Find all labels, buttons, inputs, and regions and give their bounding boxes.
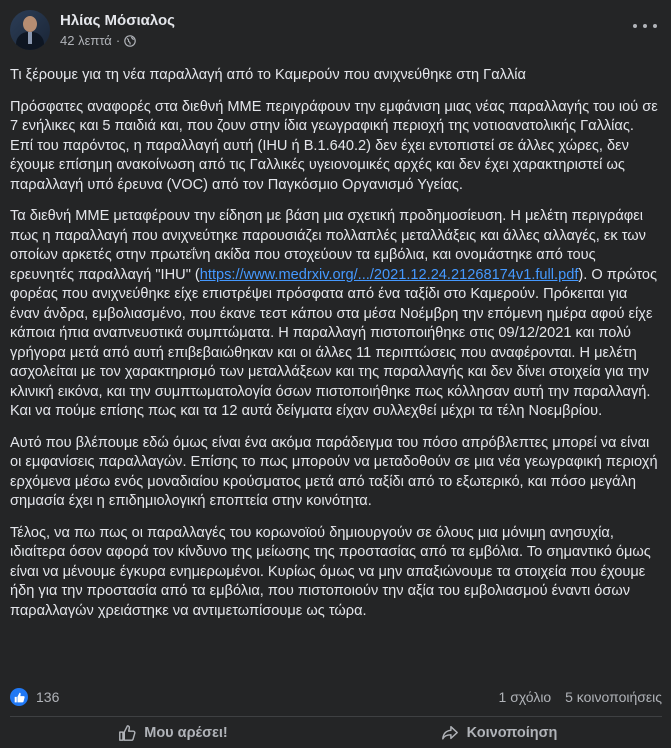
author-name[interactable]: Ηλίας Μόσιαλος	[60, 12, 175, 29]
post-paragraph: Πρόσφατες αναφορές στα διεθνή ΜΜΕ περιγράφουν την εμφάνιση μιας νέας παραλλαγής του ιού σε 7 ενήλικες και 5 παιδιά και, που ζουν στην ίδια γεωγραφική περιοχή της νοτιοανατολικής Γαλλίας. Επί του παρόντος, η παραλλαγή αυτή (IHU ή B.1.640.2) δεν έχει εντοπιστεί σε άλλες χώρες, δεν έχουμε επίσημη ανακοίνωση από τις Γαλλικές υγειονομικές αρχές και δεν έχει χαρακτηριστεί ως παραλλαγή υπό έρευνα (VOC) από τον Παγκόσμιο Οργανισμό Υγείας.	[10, 98, 658, 193]
more-options-icon[interactable]	[633, 18, 657, 34]
post-subline	[60, 33, 175, 48]
post-header	[10, 10, 175, 58]
post-paragraph: Τέλος, να πω πως οι παραλλαγές του κορωνοϊού δημιουργούν σε όλους μια μόνιμη ανησυχία, ιδιαίτερα όσον αφορά τον κίνδυνο της μείωσης της προστασίας από τα εμβόλια. Το σημαντικό όμως είναι να μένουμε έγκυρα ενημερωμένοι. Κυρίως όμως να μην απαξιώνουμε τα στοιχεία που έχουμε ήδη για την προστασία από τα εμβόλια, που πιστοποιούν την αξία του εμβολιασμού έναντι όσων παραλλαγών χρειάστηκε να αντιμετωπίσουμε ως τώρα.	[10, 524, 651, 619]
post-paragraph-with-link	[10, 207, 660, 422]
action-bar	[10, 720, 662, 746]
post-body	[10, 66, 660, 633]
share-arrow-icon	[441, 724, 459, 742]
like-button[interactable]	[10, 720, 336, 746]
shares-count[interactable]: 5 κοινοποιήσεις	[565, 689, 662, 705]
divider	[10, 716, 662, 717]
engagement-bar	[10, 686, 662, 708]
paragraph-text: Τα διεθνή ΜΜΕ μεταφέρουν την είδηση με βάση μια σχετική προδημοσίευση. Η μελέτη περιγράφει πως η παραλλαγή που ανιχνεύτηκε παρουσιάζει πολλαπλές μεταλλάξεις και άλλες αλλαγές, εκ των οποίων αρκετές στην πρωτεΐνη ακίδα που στοχεύουν τα εμβόλια, και ονομάστηκε από τους ερευνητές παραλλαγή "IHU" (	[10, 208, 646, 283]
share-button-label: Κοινοποίηση	[466, 725, 558, 741]
globe-icon[interactable]	[124, 35, 136, 47]
share-button[interactable]	[336, 720, 662, 746]
thumbs-up-icon	[118, 724, 136, 742]
like-button-label: Μου αρέσει!	[144, 725, 228, 741]
comments-count[interactable]: 1 σχόλιο	[498, 689, 552, 705]
reactions-summary[interactable]	[10, 688, 59, 706]
medrxiv-link[interactable]: https://www.medrxiv.org/.../2021.12.24.21268174v1.full.pdf	[199, 266, 579, 283]
separator-dot: ·	[115, 33, 121, 48]
avatar[interactable]	[10, 10, 50, 50]
post-timestamp[interactable]: 42 λεπτά	[60, 33, 112, 48]
comment-share-counts	[489, 689, 662, 705]
paragraph-text: ). Ο πρώτος φορέας που ανιχνεύθηκε είχε επιστρέψει πρόσφατα από ένα ταξίδι στο Καμερούν. Πρόκειται για έναν άνδρα, εμβολιασμένο, που έκανε τεστ κάπου στα μέσα Νοέμβρη την επόμενη ημέρα αφού είχε κάποια ήπια αναπνευστικά συμπτώματα. Η παραλλαγή πιστοποιήθηκε στις 09/12/2021 και πολύ γρήγορα μετά από αυτή επιβεβαιώθηκαν και οι άλλες 11 περιπτώσεις που αναφέρονται. Η μελέτη ασχολείται με τον χαρακτηρισμό των μεταλλάξεων και της παραλλαγής και δεν δίνει στοιχεία για την κλινική εικόνα, και την συμπτωματολογία όσων πιστοποιήθηκε πως κόλλησαν αυτή την παραλλαγή. Και να πούμε επίσης πως και τα 12 αυτά δείγματα είχαν συλλεχθεί μέχρι τα τέλη Νοεμβρίου.	[10, 266, 658, 419]
post-paragraph: Αυτό που βλέπουμε εδώ όμως είναι ένα ακόμα παράδειγμα του πόσο απρόβλεπτες μπορεί να είναι οι εμφανίσεις παραλλαγών. Επίσης το πως μπορούν να μεταδοθούν σε μια νέα γεωγραφική περιοχή ερχόμενα μέσω ενός μοναδιαίου κρούσματος μετά από ταξίδι από το εξωτερικό, και πόσο μεγάλη σημασία έχει η επιδημιολογική εποπτεία στην κοινότητα.	[10, 434, 658, 509]
likes-count: 136	[36, 689, 60, 705]
post-meta	[60, 10, 175, 48]
post-paragraph-title: Τι ξέρουμε για τη νέα παραλλαγή από το Καμερούν που ανιχνεύθηκε στη Γαλλία	[10, 67, 526, 83]
like-reaction-icon	[10, 688, 28, 706]
